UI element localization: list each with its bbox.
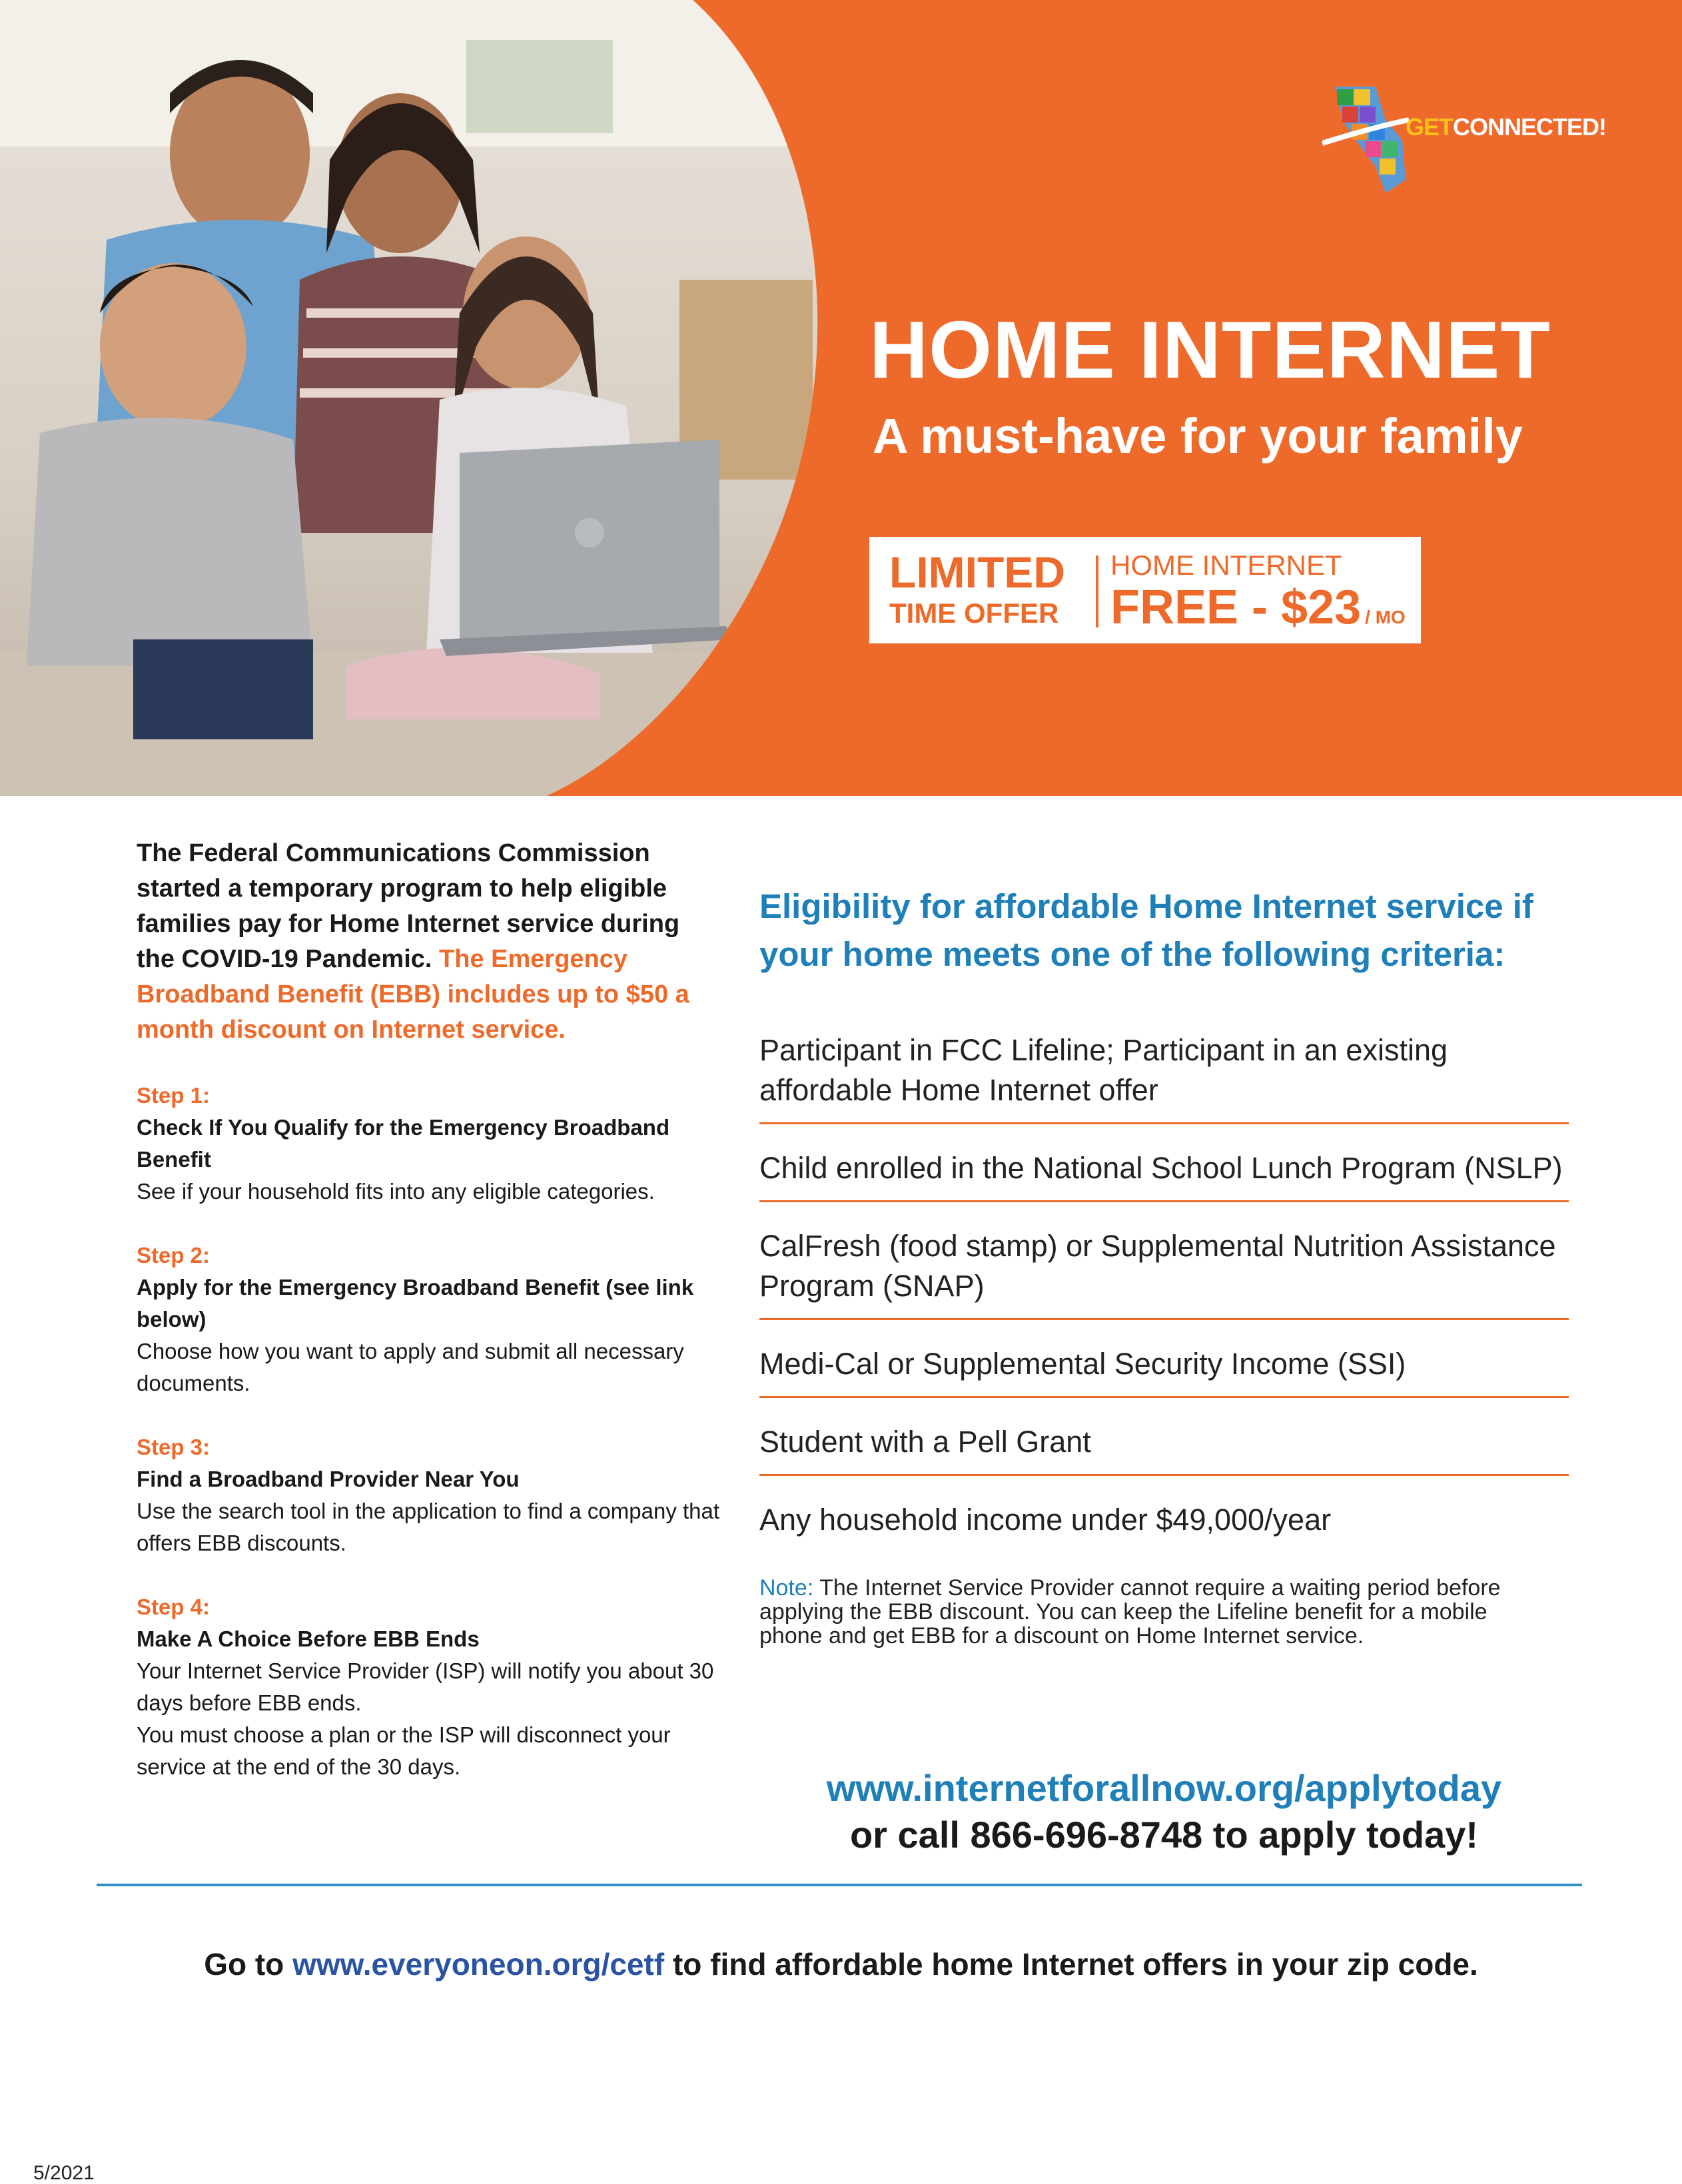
offer-home-internet: HOME INTERNET <box>1110 549 1342 581</box>
criteria-list <box>759 1030 1569 1552</box>
hero-banner <box>0 0 1682 796</box>
step-heading: Check If You Qualify for the Emergency Broadband Benefit <box>137 1115 670 1172</box>
note-text: The Internet Service Provider cannot require a waiting period before applying the EBB discount. You can keep the Lifeline benefit for a mobile phone and get EBB for a discount on Home Internet service. <box>759 1575 1501 1648</box>
criteria-item: CalFresh (food stamp) or Supplemental Nutrition Assistance Program (SNAP) <box>759 1226 1569 1320</box>
offer-time-label: TIME OFFER <box>889 597 1059 629</box>
footer-goto <box>0 1946 1682 1982</box>
intro-text: The Federal Communications Commission started a temporary program to help eligible families pay for Home Internet service during the COVID-19 Pandemic. <box>137 839 680 973</box>
hero-subtitle: A must-have for your family <box>873 408 1523 464</box>
step-text: See if your household fits into any eligible categories. <box>137 1179 655 1204</box>
step-heading: Find a Broadband Provider Near You <box>137 1467 520 1491</box>
logo-connected: CONNECTED! <box>1453 113 1607 141</box>
criteria-item: Student with a Pell Grant <box>759 1422 1569 1476</box>
note-label: Note: <box>759 1575 814 1601</box>
criteria-item: Child enrolled in the National School Lunch Program (NSLP) <box>759 1148 1569 1202</box>
step-2 <box>137 1240 723 1399</box>
offer-box <box>869 537 1421 643</box>
apply-link[interactable]: www.internetforallnow.org/applytoday <box>826 1767 1502 1809</box>
goto-post: to find affordable home Internet offers in your zip code. <box>672 1947 1478 1982</box>
divider-rule <box>97 1884 1582 1886</box>
step-label: Step 1: <box>137 1083 210 1108</box>
step-label: Step 3: <box>137 1435 210 1459</box>
step-label: Step 4: <box>137 1595 210 1619</box>
criteria-item: Any household income under $49,000/year <box>759 1503 1332 1537</box>
note <box>759 1576 1512 1648</box>
offer-per-month: / MO <box>1365 607 1406 627</box>
criteria-item: Participant in FCC Lifeline; Participant in an existing affordable Home Internet offer <box>759 1030 1569 1124</box>
step-text: Use the search tool in the application to find a company that offers EBB discounts. <box>137 1499 720 1555</box>
step-label: Step 2: <box>137 1243 210 1268</box>
step-text: Your Internet Service Provider (ISP) will notify you about 30 days before EBB ends. <box>137 1658 714 1715</box>
step-4 <box>137 1591 723 1783</box>
eligibility-column <box>759 883 1569 1648</box>
step-heading: Make A Choice Before EBB Ends <box>137 1627 480 1651</box>
apply-block <box>759 1765 1569 1858</box>
offer-limited-label: LIMITED <box>889 547 1065 597</box>
offer-limited <box>889 547 1065 629</box>
step-text: Choose how you want to apply and submit all necessary documents. <box>137 1339 684 1395</box>
step-heading: Apply for the Emergency Broadband Benefit (see link below) <box>137 1275 694 1331</box>
offer-price <box>1110 549 1406 634</box>
step-3 <box>137 1431 723 1559</box>
goto-link[interactable]: www.everyoneon.org/cetf <box>292 1947 665 1982</box>
step-1 <box>137 1080 723 1208</box>
apply-call: or call 866-696-8748 to apply today! <box>849 1814 1479 1856</box>
criteria-item: Medi-Cal or Supplemental Security Income (SSI) <box>759 1344 1569 1398</box>
hero-title: HOME INTERNET <box>869 304 1551 395</box>
intro-paragraph <box>137 836 723 1048</box>
offer-price-value: FREE - $23 <box>1110 581 1362 634</box>
eligibility-heading: Eligibility for affordable Home Internet service if your home meets one of the following criteria: <box>759 887 1533 973</box>
family-photo <box>0 0 866 796</box>
print-date: 5/2021 <box>33 2162 95 2184</box>
offer-divider <box>1096 555 1098 627</box>
logo-get: GET <box>1406 113 1454 141</box>
logo-wordmark <box>1406 113 1606 141</box>
intro-highlight: The Emergency Broadband Benefit (EBB) includes up to $50 a month discount on Internet service. <box>137 945 689 1044</box>
goto-pre: Go to <box>204 1947 284 1982</box>
steps-column <box>137 836 723 1783</box>
step-text-extra: You must choose a plan or the ISP will disconnect your service at the end of the 30 days. <box>137 1722 671 1779</box>
